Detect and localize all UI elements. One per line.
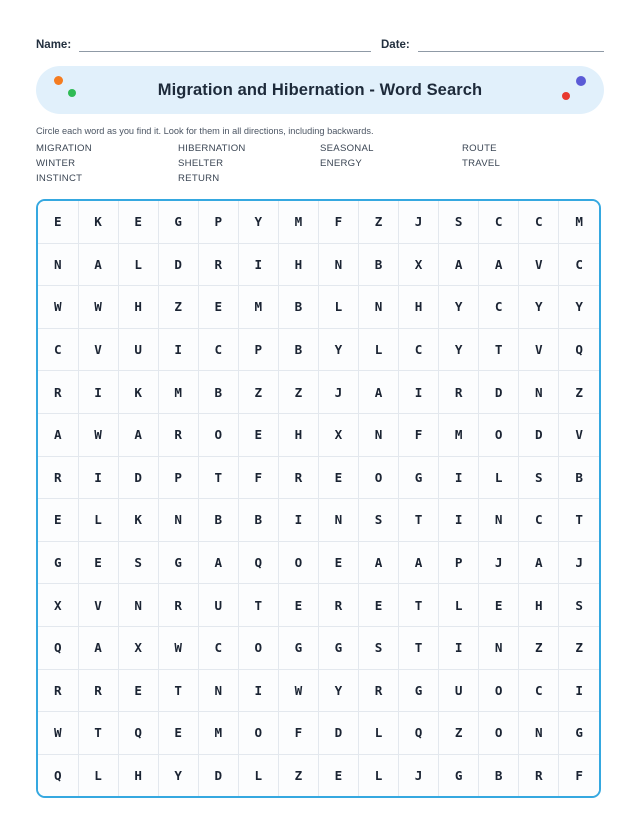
letter-cell[interactable]: W [38, 712, 78, 755]
letter-cell[interactable]: G [158, 201, 198, 243]
letter-cell[interactable]: Y [318, 328, 358, 371]
letter-cell[interactable]: P [198, 201, 238, 243]
letter-cell[interactable]: L [359, 712, 399, 755]
letter-row [38, 456, 599, 499]
letter-cell[interactable]: E [278, 584, 318, 627]
letter-cell[interactable]: Y [318, 669, 358, 712]
letter-cell[interactable]: G [439, 754, 479, 796]
letter-cell[interactable]: W [38, 286, 78, 329]
letter-row [38, 286, 599, 329]
letter-cell[interactable]: E [118, 669, 158, 712]
letter-cell[interactable]: L [118, 243, 158, 286]
letter-cell[interactable]: X [118, 626, 158, 669]
word-item[interactable]: WINTER [36, 158, 76, 169]
letter-cell[interactable]: G [158, 541, 198, 584]
letter-cell[interactable]: I [439, 499, 479, 542]
letter-cell[interactable]: G [318, 626, 358, 669]
letter-cell[interactable]: P [238, 328, 278, 371]
letter-cell[interactable]: I [559, 669, 599, 712]
letter-row [38, 754, 599, 796]
letter-cell[interactable]: N [359, 413, 399, 456]
letter-cell[interactable]: L [318, 286, 358, 329]
letter-cell[interactable]: S [519, 456, 559, 499]
letter-row [38, 413, 599, 456]
letter-cell[interactable]: L [78, 499, 118, 542]
letter-cell[interactable]: Z [278, 754, 318, 796]
letter-cell[interactable]: E [38, 201, 78, 243]
letter-row [38, 669, 599, 712]
letter-cell[interactable]: L [238, 754, 278, 796]
letter-row [38, 328, 599, 371]
letter-cell[interactable]: E [198, 286, 238, 329]
letter-cell[interactable]: T [479, 328, 519, 371]
letter-cell[interactable]: A [439, 243, 479, 286]
letter-cell[interactable]: L [439, 584, 479, 627]
letter-row [38, 541, 599, 584]
letter-cell[interactable]: O [359, 456, 399, 499]
word-item[interactable]: MIGRATION [36, 143, 92, 154]
letter-cell[interactable]: C [198, 328, 238, 371]
letter-row [38, 626, 599, 669]
letter-cell[interactable]: R [38, 456, 78, 499]
word-item[interactable]: SEASONAL [320, 143, 374, 154]
letter-cell[interactable]: X [38, 584, 78, 627]
letter-cell[interactable]: I [399, 371, 439, 414]
letter-cell[interactable]: M [559, 201, 599, 243]
letter-cell[interactable]: G [38, 541, 78, 584]
letter-cell[interactable]: H [118, 754, 158, 796]
letter-cell[interactable]: J [479, 541, 519, 584]
letter-cell[interactable]: T [158, 669, 198, 712]
word-item[interactable]: TRAVEL [462, 158, 501, 169]
letter-cell[interactable]: E [158, 712, 198, 755]
letter-cell[interactable]: B [479, 754, 519, 796]
letter-cell[interactable]: G [278, 626, 318, 669]
letter-cell[interactable]: B [559, 456, 599, 499]
letter-cell[interactable]: X [399, 243, 439, 286]
letter-cell[interactable]: L [359, 754, 399, 796]
letter-cell[interactable]: A [399, 541, 439, 584]
letter-cell[interactable]: G [399, 669, 439, 712]
letter-cell[interactable]: I [78, 456, 118, 499]
letter-cell[interactable]: R [78, 669, 118, 712]
letter-cell[interactable]: I [439, 626, 479, 669]
letter-cell[interactable]: N [158, 499, 198, 542]
decoration-dot-blue-icon [576, 76, 586, 86]
letter-cell[interactable]: K [118, 499, 158, 542]
letter-cell[interactable]: W [278, 669, 318, 712]
letter-cell[interactable]: E [318, 754, 358, 796]
letter-cell[interactable]: T [78, 712, 118, 755]
letter-cell[interactable]: R [198, 243, 238, 286]
letter-cell[interactable]: E [78, 541, 118, 584]
letter-cell[interactable]: V [519, 243, 559, 286]
letter-cell[interactable]: M [238, 286, 278, 329]
letter-cell[interactable]: E [38, 499, 78, 542]
letter-cell[interactable]: H [278, 413, 318, 456]
letter-cell[interactable]: I [278, 499, 318, 542]
letter-cell[interactable]: N [479, 626, 519, 669]
letter-cell[interactable]: G [559, 712, 599, 755]
letter-cell[interactable]: N [519, 712, 559, 755]
letter-cell[interactable]: J [559, 541, 599, 584]
letter-cell[interactable]: R [439, 371, 479, 414]
decoration-dot-red-icon [562, 92, 570, 100]
letter-row [38, 371, 599, 414]
letter-cell[interactable]: R [519, 754, 559, 796]
letter-cell[interactable]: M [158, 371, 198, 414]
letter-cell[interactable]: I [238, 669, 278, 712]
letter-cell[interactable]: F [559, 754, 599, 796]
letter-cell[interactable]: S [359, 626, 399, 669]
meta-row [36, 0, 604, 52]
word-list-row [36, 141, 604, 156]
letter-cell[interactable]: Y [158, 754, 198, 796]
letter-cell[interactable]: V [559, 413, 599, 456]
letter-cell[interactable]: C [519, 201, 559, 243]
letter-cell[interactable]: O [479, 669, 519, 712]
letter-cell[interactable]: E [238, 413, 278, 456]
letter-cell[interactable]: V [78, 584, 118, 627]
letter-cell[interactable]: K [118, 371, 158, 414]
letter-cell[interactable]: O [238, 626, 278, 669]
letter-cell[interactable]: B [359, 243, 399, 286]
letter-cell[interactable]: I [439, 456, 479, 499]
letter-cell[interactable]: E [479, 584, 519, 627]
letter-cell[interactable]: Q [118, 712, 158, 755]
letter-cell[interactable]: Y [439, 328, 479, 371]
letter-cell[interactable]: T [238, 584, 278, 627]
letter-cell[interactable]: N [318, 243, 358, 286]
letter-cell[interactable]: E [318, 456, 358, 499]
letter-cell[interactable]: L [359, 328, 399, 371]
letter-cell[interactable]: W [78, 413, 118, 456]
letter-cell[interactable]: H [118, 286, 158, 329]
letter-cell[interactable]: D [479, 371, 519, 414]
letter-cell[interactable]: Y [238, 201, 278, 243]
letter-cell[interactable]: U [439, 669, 479, 712]
word-item[interactable]: SHELTER [178, 158, 224, 169]
letter-cell[interactable]: X [318, 413, 358, 456]
letter-cell[interactable]: A [359, 371, 399, 414]
letter-cell[interactable]: C [559, 243, 599, 286]
letter-cell[interactable]: J [399, 201, 439, 243]
letter-cell[interactable]: N [479, 499, 519, 542]
letter-cell[interactable]: B [278, 286, 318, 329]
letter-cell[interactable]: T [399, 584, 439, 627]
title-banner [36, 66, 604, 114]
letter-row [38, 712, 599, 755]
letter-cell[interactable]: R [158, 413, 198, 456]
letter-cell[interactable]: Z [158, 286, 198, 329]
letter-cell[interactable]: A [198, 541, 238, 584]
letter-cell[interactable]: H [519, 584, 559, 627]
letter-cell[interactable]: B [278, 328, 318, 371]
name-label: Name: [36, 39, 72, 51]
letter-cell[interactable]: A [78, 243, 118, 286]
letter-cell[interactable]: P [158, 456, 198, 499]
letter-cell[interactable]: Z [278, 371, 318, 414]
letter-cell[interactable]: C [198, 626, 238, 669]
letter-cell[interactable]: O [238, 712, 278, 755]
instructions-text: Circle each word as you find it. Look for them in all directions, including backwards. [36, 126, 374, 136]
letter-cell[interactable]: M [439, 413, 479, 456]
letter-cell[interactable]: J [318, 371, 358, 414]
name-field [36, 38, 381, 52]
letter-cell[interactable]: S [439, 201, 479, 243]
letter-cell[interactable]: E [359, 584, 399, 627]
letter-cell[interactable]: Z [559, 371, 599, 414]
letter-cell[interactable]: R [318, 584, 358, 627]
letter-cell[interactable]: R [38, 371, 78, 414]
letter-cell[interactable]: Z [519, 626, 559, 669]
letter-cell[interactable]: C [38, 328, 78, 371]
letter-cell[interactable]: Q [399, 712, 439, 755]
letter-cell[interactable]: R [158, 584, 198, 627]
letter-cell[interactable]: Z [439, 712, 479, 755]
letter-cell[interactable]: A [519, 541, 559, 584]
letter-cell[interactable]: I [238, 243, 278, 286]
letter-cell[interactable]: Y [559, 286, 599, 329]
letter-cell[interactable]: D [318, 712, 358, 755]
letter-cell[interactable]: H [399, 286, 439, 329]
letter-cell[interactable]: T [198, 456, 238, 499]
date-input-rule[interactable] [418, 39, 604, 52]
decoration-dot-orange-icon [54, 76, 63, 85]
letter-cell[interactable]: R [359, 669, 399, 712]
letter-cell[interactable]: T [559, 499, 599, 542]
letter-cell[interactable]: H [278, 243, 318, 286]
letter-cell[interactable]: F [399, 413, 439, 456]
letter-cell[interactable]: G [399, 456, 439, 499]
letter-cell[interactable]: O [278, 541, 318, 584]
letter-cell[interactable]: Q [559, 328, 599, 371]
letter-cell[interactable]: W [158, 626, 198, 669]
letter-cell[interactable]: A [118, 413, 158, 456]
letter-cell[interactable]: N [38, 243, 78, 286]
letter-cell[interactable]: O [479, 413, 519, 456]
letter-cell[interactable]: V [519, 328, 559, 371]
letter-cell[interactable]: M [198, 712, 238, 755]
letter-cell[interactable]: K [78, 201, 118, 243]
letter-row [38, 499, 599, 542]
letter-row [38, 243, 599, 286]
letter-row [38, 201, 599, 243]
letter-cell[interactable]: Z [238, 371, 278, 414]
letter-cell[interactable]: T [399, 499, 439, 542]
letter-cell[interactable]: D [118, 456, 158, 499]
word-item[interactable]: RETURN [178, 173, 220, 184]
letter-cell[interactable]: F [278, 712, 318, 755]
letter-cell[interactable]: P [439, 541, 479, 584]
decoration-dot-green-icon [68, 89, 76, 97]
letter-cell[interactable]: I [158, 328, 198, 371]
letter-table-body [38, 201, 599, 796]
letter-cell[interactable]: L [78, 754, 118, 796]
page-title: Migration and Hibernation - Word Search [157, 80, 483, 99]
letter-cell[interactable]: Q [238, 541, 278, 584]
letter-cell[interactable]: E [118, 201, 158, 243]
letter-cell[interactable]: R [278, 456, 318, 499]
letter-cell[interactable]: A [479, 243, 519, 286]
letter-cell[interactable]: N [318, 499, 358, 542]
date-label: Date: [381, 39, 410, 51]
letter-cell[interactable]: C [519, 669, 559, 712]
letter-cell[interactable]: J [399, 754, 439, 796]
letter-cell[interactable]: C [479, 201, 519, 243]
word-item[interactable]: ENERGY [320, 158, 363, 169]
date-field [381, 38, 604, 52]
letter-cell[interactable]: B [198, 371, 238, 414]
letter-table [38, 201, 599, 796]
letter-cell[interactable]: W [78, 286, 118, 329]
word-list-row [36, 171, 604, 186]
letter-cell[interactable]: Q [38, 626, 78, 669]
letter-cell[interactable]: T [399, 626, 439, 669]
letter-cell[interactable]: F [238, 456, 278, 499]
letter-cell[interactable]: V [78, 328, 118, 371]
letter-cell[interactable]: B [198, 499, 238, 542]
letter-cell[interactable]: C [399, 328, 439, 371]
letter-cell[interactable]: N [198, 669, 238, 712]
letter-cell[interactable]: A [78, 626, 118, 669]
letter-cell[interactable]: D [519, 413, 559, 456]
letter-cell[interactable]: O [198, 413, 238, 456]
letter-cell[interactable]: Q [38, 754, 78, 796]
letter-row [38, 584, 599, 627]
letter-cell[interactable]: N [519, 371, 559, 414]
letter-cell[interactable]: S [359, 499, 399, 542]
word-item[interactable]: INSTINCT [36, 173, 83, 184]
letter-cell[interactable]: Z [359, 201, 399, 243]
letter-cell[interactable]: D [198, 754, 238, 796]
name-input-rule[interactable] [79, 39, 371, 52]
word-list-row [36, 156, 604, 171]
word-item[interactable]: ROUTE [462, 143, 497, 154]
letter-cell[interactable]: I [78, 371, 118, 414]
letter-cell[interactable]: N [359, 286, 399, 329]
letter-cell[interactable]: C [479, 286, 519, 329]
letter-cell[interactable]: M [278, 201, 318, 243]
word-list [36, 141, 604, 186]
letter-cell[interactable]: U [198, 584, 238, 627]
letter-cell[interactable]: D [158, 243, 198, 286]
letter-cell[interactable]: C [519, 499, 559, 542]
letter-cell[interactable]: B [238, 499, 278, 542]
letter-cell[interactable]: L [479, 456, 519, 499]
letter-cell[interactable]: F [318, 201, 358, 243]
letter-cell[interactable]: E [318, 541, 358, 584]
letter-cell[interactable]: O [479, 712, 519, 755]
letter-cell[interactable]: N [118, 584, 158, 627]
word-item[interactable]: HIBERNATION [178, 143, 246, 154]
letter-cell[interactable]: A [359, 541, 399, 584]
letter-cell[interactable]: S [118, 541, 158, 584]
letter-cell[interactable]: Z [559, 626, 599, 669]
letter-cell[interactable]: Y [439, 286, 479, 329]
word-search-grid[interactable] [36, 199, 601, 798]
letter-cell[interactable]: R [38, 669, 78, 712]
letter-cell[interactable]: S [559, 584, 599, 627]
letter-cell[interactable]: A [38, 413, 78, 456]
letter-cell[interactable]: Y [519, 286, 559, 329]
letter-cell[interactable]: U [118, 328, 158, 371]
